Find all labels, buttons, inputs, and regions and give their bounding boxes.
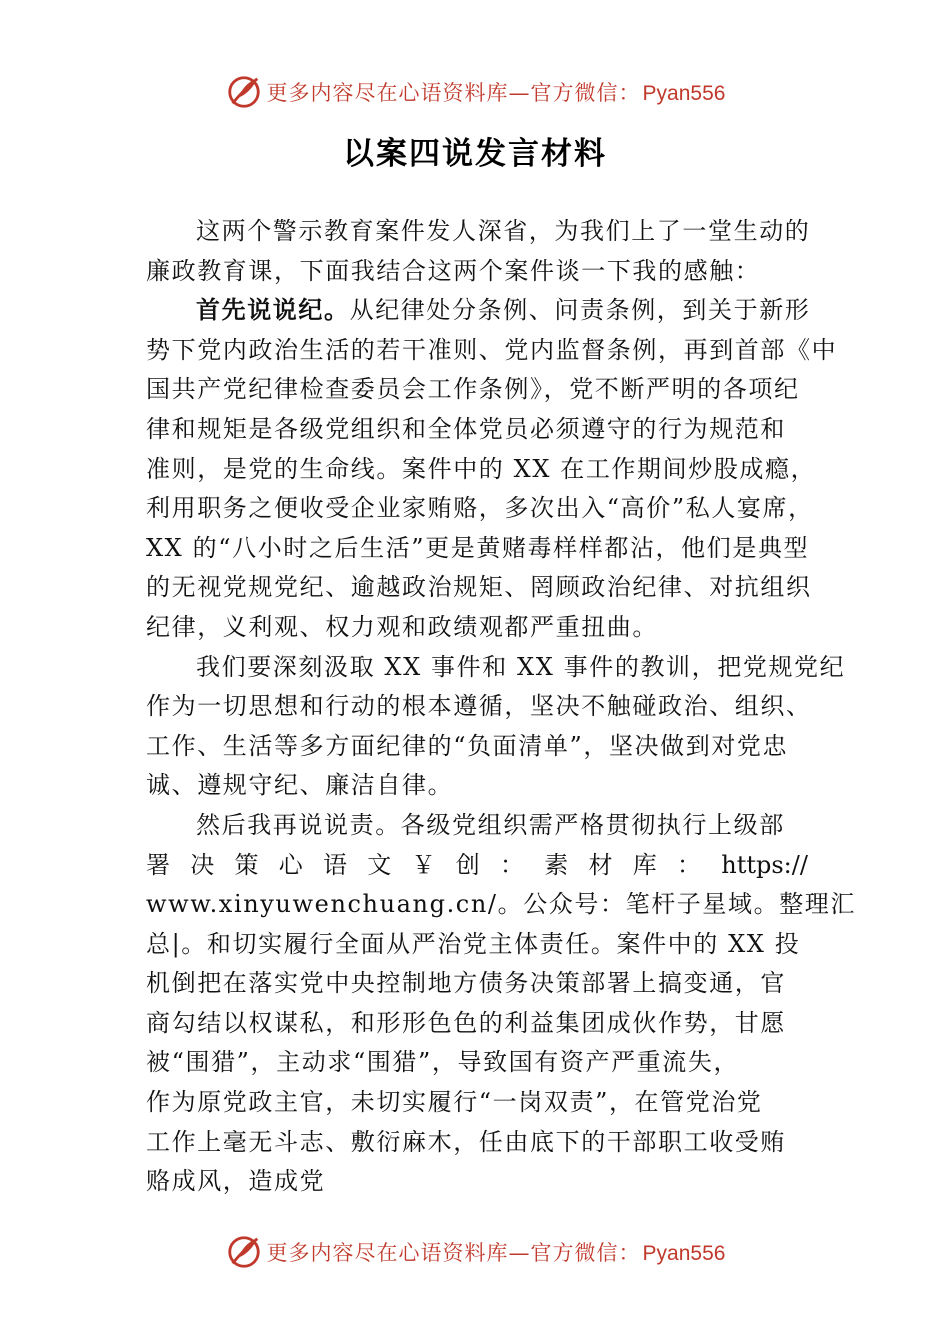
text-line: 律和规矩是各级党组织和全体党员必须遵守的行为规范和 [146, 414, 786, 443]
text-line: 赂成风，造成党 [146, 1167, 326, 1196]
text-line: 我们要深刻汲取 XX 事件和 XX 事件的教训，把党规党纪 [196, 652, 846, 681]
text-line: www.xinyuwenchuang.cn/。公众号：笔杆子星域。整理汇 [146, 890, 856, 919]
spread-char: 素 [544, 850, 569, 879]
text-line: 利用职务之便收受企业家贿赂，多次出入“高价”私人宴席， [146, 494, 814, 523]
text-line: 被“围猎”，主动求“围猎”，导致国有资产严重流失， [146, 1048, 740, 1077]
section-lead: 首先说说纪。 [196, 296, 350, 325]
text-line: 准则，是党的生命线。案件中的 XX 在工作期间炒股成瘾， [146, 454, 817, 483]
text-line: 诚、遵规守纪、廉洁自律。 [146, 771, 454, 800]
spread-char: 库 [632, 850, 657, 879]
text-line: 的无视党规党纪、逾越政治规矩、罔顾政治纪律、对抗组织 [146, 573, 812, 602]
text-line-justified [146, 846, 808, 886]
header-banner [0, 72, 950, 112]
banner-text: 更多内容尽在心语资料库—官方微信：Pyan556 [266, 81, 726, 105]
text-line: 作为原党政主官，未切实履行“一岗双责”，在管党治党 [146, 1088, 763, 1117]
spread-char: https:// [721, 850, 808, 879]
text-line: 纪律，义利观、权力观和政绩观都严重扭曲。 [146, 612, 658, 641]
spread-char: 材 [588, 850, 613, 879]
spread-char: ￥ [411, 850, 436, 879]
spread-char: ： [500, 850, 524, 879]
banner-wechat-id: Pyan556 [642, 82, 726, 105]
spread-char: 策 [234, 850, 259, 879]
spread-char: 创 [455, 850, 480, 879]
spread-char: 心 [278, 850, 303, 879]
text-line: 然后我再说说责。各级党组织需严格贯彻执行上级部 [196, 810, 785, 839]
spread-char: 语 [323, 850, 347, 879]
text-line-rest: 从纪律处分条例、问责条例，到关于新形 [349, 296, 811, 325]
spread-char: 文 [367, 850, 392, 879]
feather-logo-icon [225, 1233, 263, 1271]
footer-banner [0, 1232, 950, 1272]
banner-wechat-id: Pyan556 [642, 1242, 726, 1265]
text-line: 国共产党纪律检查委员会工作条例》，党不断严明的各项纪 [146, 375, 800, 404]
text-line [146, 291, 836, 331]
text-line: 机倒把在落实党中央控制地方债务决策部署上搞变通，官 [146, 969, 786, 998]
banner-text: 更多内容尽在心语资料库—官方微信：Pyan556 [266, 1241, 726, 1265]
document-body [146, 212, 856, 1202]
text-line: 工作、生活等多方面纪律的“负面清单”，坚决做到对党忠 [146, 731, 789, 760]
text-line: 势下党内政治生活的若干准则、党内监督条例，再到首部《中 [146, 335, 838, 364]
spread-char: 署 [146, 850, 170, 879]
text-line: 这两个警示教育案件发人深省，为我们上了一堂生动的 [196, 217, 811, 245]
text-line: 工作上毫无斗志、敷衍麻木，任由底下的干部职工收受贿 [146, 1127, 786, 1156]
text-line: 作为一切思想和行动的根本遵循，坚决不触碰政治、组织、 [146, 692, 812, 721]
page-title: 以案四说发言材料 [343, 136, 607, 172]
spread-char: 决 [190, 850, 215, 879]
text-line: 廉政教育课，下面我结合这两个案件谈一下我的感触： [146, 256, 761, 285]
text-line: XX 的“八小时之后生活”更是黄赌毒样样都沾，他们是典型 [146, 533, 810, 562]
feather-logo-icon [225, 73, 263, 111]
spread-char: ： [677, 850, 701, 879]
text-line: 商勾结以权谋私，和形形色色的利益集团成伙作势，甘愿 [146, 1008, 786, 1037]
text-line: 总|。和切实履行全面从严治党主体责任。案件中的 XX 投 [146, 929, 801, 958]
